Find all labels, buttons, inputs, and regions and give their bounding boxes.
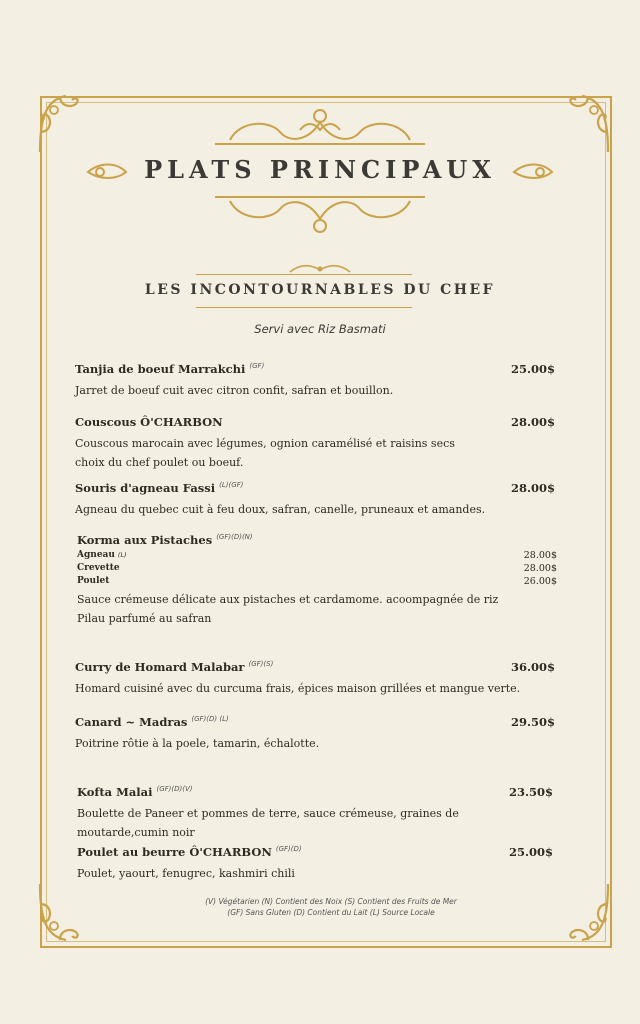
item-price: 28.00$ <box>510 415 555 429</box>
menu-item <box>75 362 555 400</box>
item-price: 28.00$ <box>510 481 555 495</box>
item-tags: (GF)(S) <box>248 660 274 669</box>
item-price: 23.50$ <box>508 785 553 799</box>
subtitle-rule-top <box>196 274 412 275</box>
item-tags: (L)(GF) <box>219 481 244 490</box>
item-variant: Agneau (L) 28.00$ <box>77 550 557 561</box>
page-title: PLATS PRINCIPAUX <box>144 155 496 184</box>
item-tags: (GF)(D)(V) <box>156 785 193 794</box>
item-description: Poulet, yaourt, fenugrec, kashmiri chili <box>77 867 295 880</box>
item-name: Tanjia de boeuf Marrakchi <box>75 362 246 376</box>
subtitle-rule-bottom <box>196 307 412 308</box>
item-price: 36.00$ <box>510 660 555 674</box>
item-price: 29.50$ <box>510 715 555 729</box>
section-subtitle: LES INCONTOURNABLES DU CHEF <box>144 282 496 298</box>
item-tags: (GF) <box>249 362 265 371</box>
served-note: Servi avec Riz Basmati <box>254 322 386 336</box>
item-description: Agneau du quebec cuit à feu doux, safran, canelle, pruneaux et amandes. <box>75 503 486 516</box>
menu-item <box>75 481 555 519</box>
menu-item <box>77 533 557 628</box>
item-name: Canard ~ Madras <box>75 715 188 729</box>
allergen-legend: (V) Végétarien (N) Contient des Noix (S) Contient des Fruits de Mer (GF) Sans Gluten (D) Contient du Lait (L) Source Locale <box>205 897 457 917</box>
menu-item <box>75 415 555 472</box>
item-tags: (GF)(D) (L) <box>191 715 229 724</box>
item-name: Souris d'agneau Fassi <box>75 481 216 495</box>
item-variant: Poulet 26.00$ <box>77 576 557 587</box>
item-description: Jarret de boeuf cuit avec citron confit, safran et bouillon. <box>75 384 394 397</box>
item-name: Couscous Ô'CHARBON <box>75 415 223 429</box>
menu-item <box>77 845 553 883</box>
item-description: Boulette de Paneer et pommes de terre, sauce crémeuse, graines de moutarde,cumin noir <box>77 807 459 839</box>
item-name: Poulet au beurre Ô'CHARBON <box>77 845 272 859</box>
item-tags: (GF)(D) <box>275 845 302 854</box>
item-price: 25.00$ <box>510 362 555 376</box>
item-description: Poitrine rôtie à la poele, tamarin, échalotte. <box>75 737 320 750</box>
menu-item <box>77 785 553 842</box>
item-name: Curry de Homard Malabar <box>75 660 245 674</box>
item-description: Homard cuisiné avec du curcuma frais, épices maison grillées et mangue verte. <box>75 682 521 695</box>
item-variant: Crevette 28.00$ <box>77 563 557 574</box>
item-description: Couscous marocain avec légumes, ognion caramélisé et raisins secs choix du chef poulet ou boeuf. <box>75 437 455 469</box>
item-description: Sauce crémeuse délicate aux pistaches et cardamome. acoompagnée de riz Pilau parfumé au safran <box>77 593 499 625</box>
menu-item <box>75 660 555 698</box>
item-name: Korma aux Pistaches <box>77 533 213 547</box>
item-name: Kofta Malai <box>77 785 153 799</box>
item-tags: (GF)(D)(N) <box>216 533 253 542</box>
item-price: 25.00$ <box>508 845 553 859</box>
menu-item <box>75 715 555 753</box>
